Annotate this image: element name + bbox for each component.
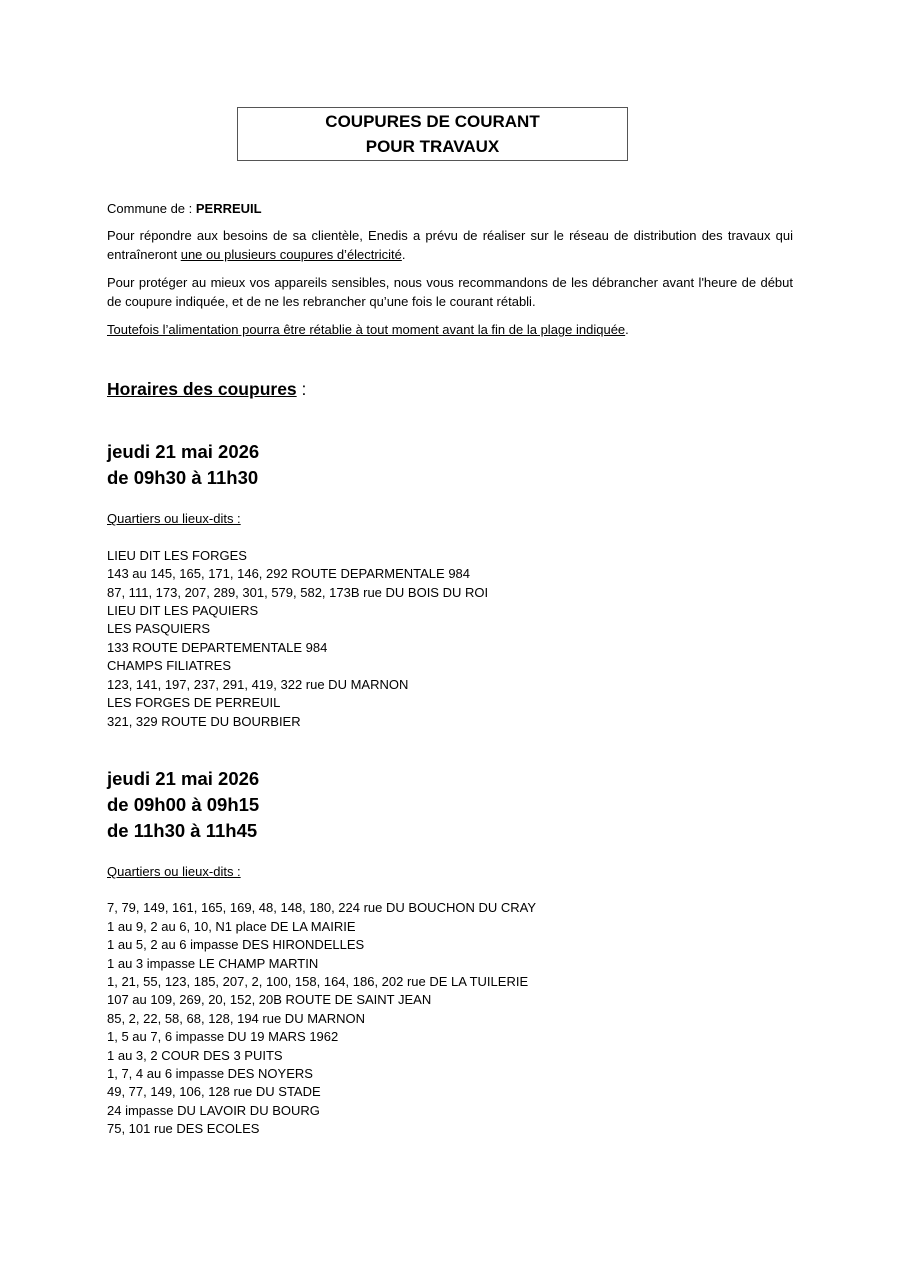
address-item: 1, 7, 4 au 6 impasse DES NOYERS: [107, 1065, 313, 1081]
address-item: 123, 141, 197, 237, 291, 419, 322 rue DU MARNON: [107, 676, 409, 692]
address-item: CHAMPS FILIATRES: [107, 658, 232, 674]
cut-1-date: jeudi 21 mai 2026: [107, 441, 260, 463]
address-item: 7, 79, 149, 161, 165, 169, 48, 148, 180, 224 rue DU BOUCHON DU CRAY: [107, 900, 536, 916]
title-line-1: COUPURES DE COURANT: [325, 112, 540, 131]
cut-2-date: jeudi 21 mai 2026: [107, 767, 260, 789]
address-item: LES FORGES DE PERREUIL: [107, 695, 281, 711]
address-item: 321, 329 ROUTE DU BOURBIER: [107, 713, 301, 729]
address-item: 85, 2, 22, 58, 68, 128, 194 rue DU MARNON: [107, 1010, 365, 1026]
commune-name: PERREUIL: [195, 201, 262, 216]
p1-underlined: une ou plusieurs coupures d’électricité: [180, 246, 402, 262]
cut-1-header: [107, 439, 793, 491]
address-item: LIEU DIT LES FORGES: [107, 547, 247, 563]
address-item: 1 au 3 impasse LE CHAMP MARTIN: [107, 955, 319, 971]
commune-label: Commune de :: [107, 201, 196, 216]
address-item: LES PASQUIERS: [107, 621, 211, 637]
address-item: 1 au 5, 2 au 6 impasse DES HIRONDELLES: [107, 937, 365, 953]
address-item: LIEU DIT LES PAQUIERS: [107, 603, 259, 619]
intro-paragraph-3: [107, 321, 793, 339]
schedule-heading: [107, 377, 793, 401]
cut-1-quartiers-label: Quartiers ou lieux-dits :: [107, 511, 241, 527]
p3-end: .: [625, 322, 629, 338]
address-item: 1, 21, 55, 123, 185, 207, 2, 100, 158, 164, 186, 202 rue DE LA TUILERIE: [107, 973, 529, 989]
commune-line: [107, 200, 793, 218]
address-item: 75, 101 rue DES ECOLES: [107, 1121, 260, 1137]
cut-1-time: de 09h30 à 11h30: [107, 467, 259, 489]
cut-2-time-1: de 09h00 à 09h15: [107, 793, 260, 815]
address-item: 87, 111, 173, 207, 289, 301, 579, 582, 173B rue DU BOIS DU ROI: [107, 584, 489, 600]
address-item: 24 impasse DU LAVOIR DU BOURG: [107, 1102, 320, 1118]
title-box: [237, 107, 628, 161]
cut-1-address-list: [107, 547, 793, 731]
address-item: 143 au 145, 165, 171, 146, 292 ROUTE DEPARMENTALE 984: [107, 566, 471, 582]
schedule-heading-label: Horaires des coupures: [107, 379, 297, 400]
p3-underlined: Toutefois l’alimentation pourra être rétablie à tout moment avant la fin de la plage indiquée: [107, 322, 626, 338]
intro-paragraph-1: [107, 227, 793, 264]
address-item: 133 ROUTE DEPARTEMENTALE 984: [107, 639, 328, 655]
document-body: [107, 200, 793, 1139]
cut-2-address-list: [107, 899, 793, 1138]
cut-2-header: [107, 766, 793, 844]
p1-text: Pour répondre aux besoins de sa clientèle, Enedis a prévu de réaliser sur le réseau de distribution des travaux qui entraîneront: [107, 228, 793, 262]
address-item: 1 au 9, 2 au 6, 10, N1 place DE LA MAIRIE: [107, 918, 356, 934]
address-item: 49, 77, 149, 106, 128 rue DU STADE: [107, 1084, 321, 1100]
intro-paragraph-2: Pour protéger au mieux vos appareils sensibles, nous vous recommandons de les débrancher avant l'heure de début de coupure indiquée, et de ne les rebrancher qu’une fois le courant rétabli.: [107, 275, 793, 309]
cut-2-time-2: de 11h30 à 11h45: [107, 819, 258, 841]
p1-end: .: [401, 246, 406, 262]
address-item: 107 au 109, 269, 20, 152, 20B ROUTE DE SAINT JEAN: [107, 992, 432, 1008]
schedule-heading-colon: :: [296, 379, 307, 400]
title-line-2: POUR TRAVAUX: [365, 137, 500, 156]
cut-2-quartiers-label: Quartiers ou lieux-dits :: [107, 863, 241, 879]
address-item: 1, 5 au 7, 6 impasse DU 19 MARS 1962: [107, 1029, 339, 1045]
address-item: 1 au 3, 2 COUR DES 3 PUITS: [107, 1047, 283, 1063]
